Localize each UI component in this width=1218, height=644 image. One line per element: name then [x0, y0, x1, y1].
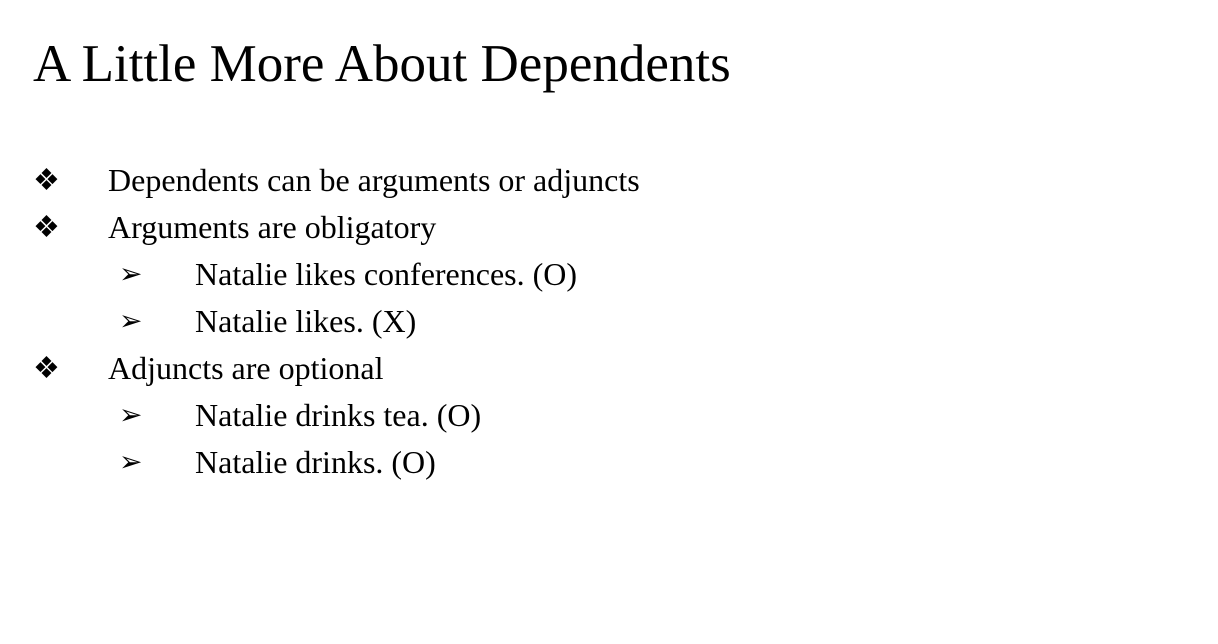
list-subitem [0, 298, 1218, 345]
arrow-bullet-icon: ➢ [119, 400, 143, 431]
list-subitem [0, 392, 1218, 439]
list-subitem-text: Natalie likes. (X) [195, 303, 417, 339]
list-item-text: Adjuncts are optional [108, 350, 384, 386]
diamond-bullet-icon: ❖ [33, 211, 60, 244]
list-subitem-text: Natalie drinks tea. (O) [195, 397, 482, 433]
arrow-bullet-icon: ➢ [119, 447, 143, 478]
list-item [0, 345, 1218, 392]
diamond-bullet-icon: ❖ [33, 352, 60, 385]
list-subitem-text: Natalie drinks. (O) [195, 444, 436, 480]
list-subitem [0, 251, 1218, 298]
slide-title: A Little More About Dependents [33, 35, 731, 93]
list-item [0, 157, 1218, 204]
list-item [0, 204, 1218, 251]
list-item-text: Arguments are obligatory [108, 209, 437, 245]
arrow-bullet-icon: ➢ [119, 306, 143, 337]
bullet-list [0, 157, 1218, 486]
list-item-text: Dependents can be arguments or adjuncts [108, 162, 640, 198]
arrow-bullet-icon: ➢ [119, 259, 143, 290]
diamond-bullet-icon: ❖ [33, 164, 60, 197]
list-subitem-text: Natalie likes conferences. (O) [195, 256, 578, 292]
list-subitem [0, 439, 1218, 486]
